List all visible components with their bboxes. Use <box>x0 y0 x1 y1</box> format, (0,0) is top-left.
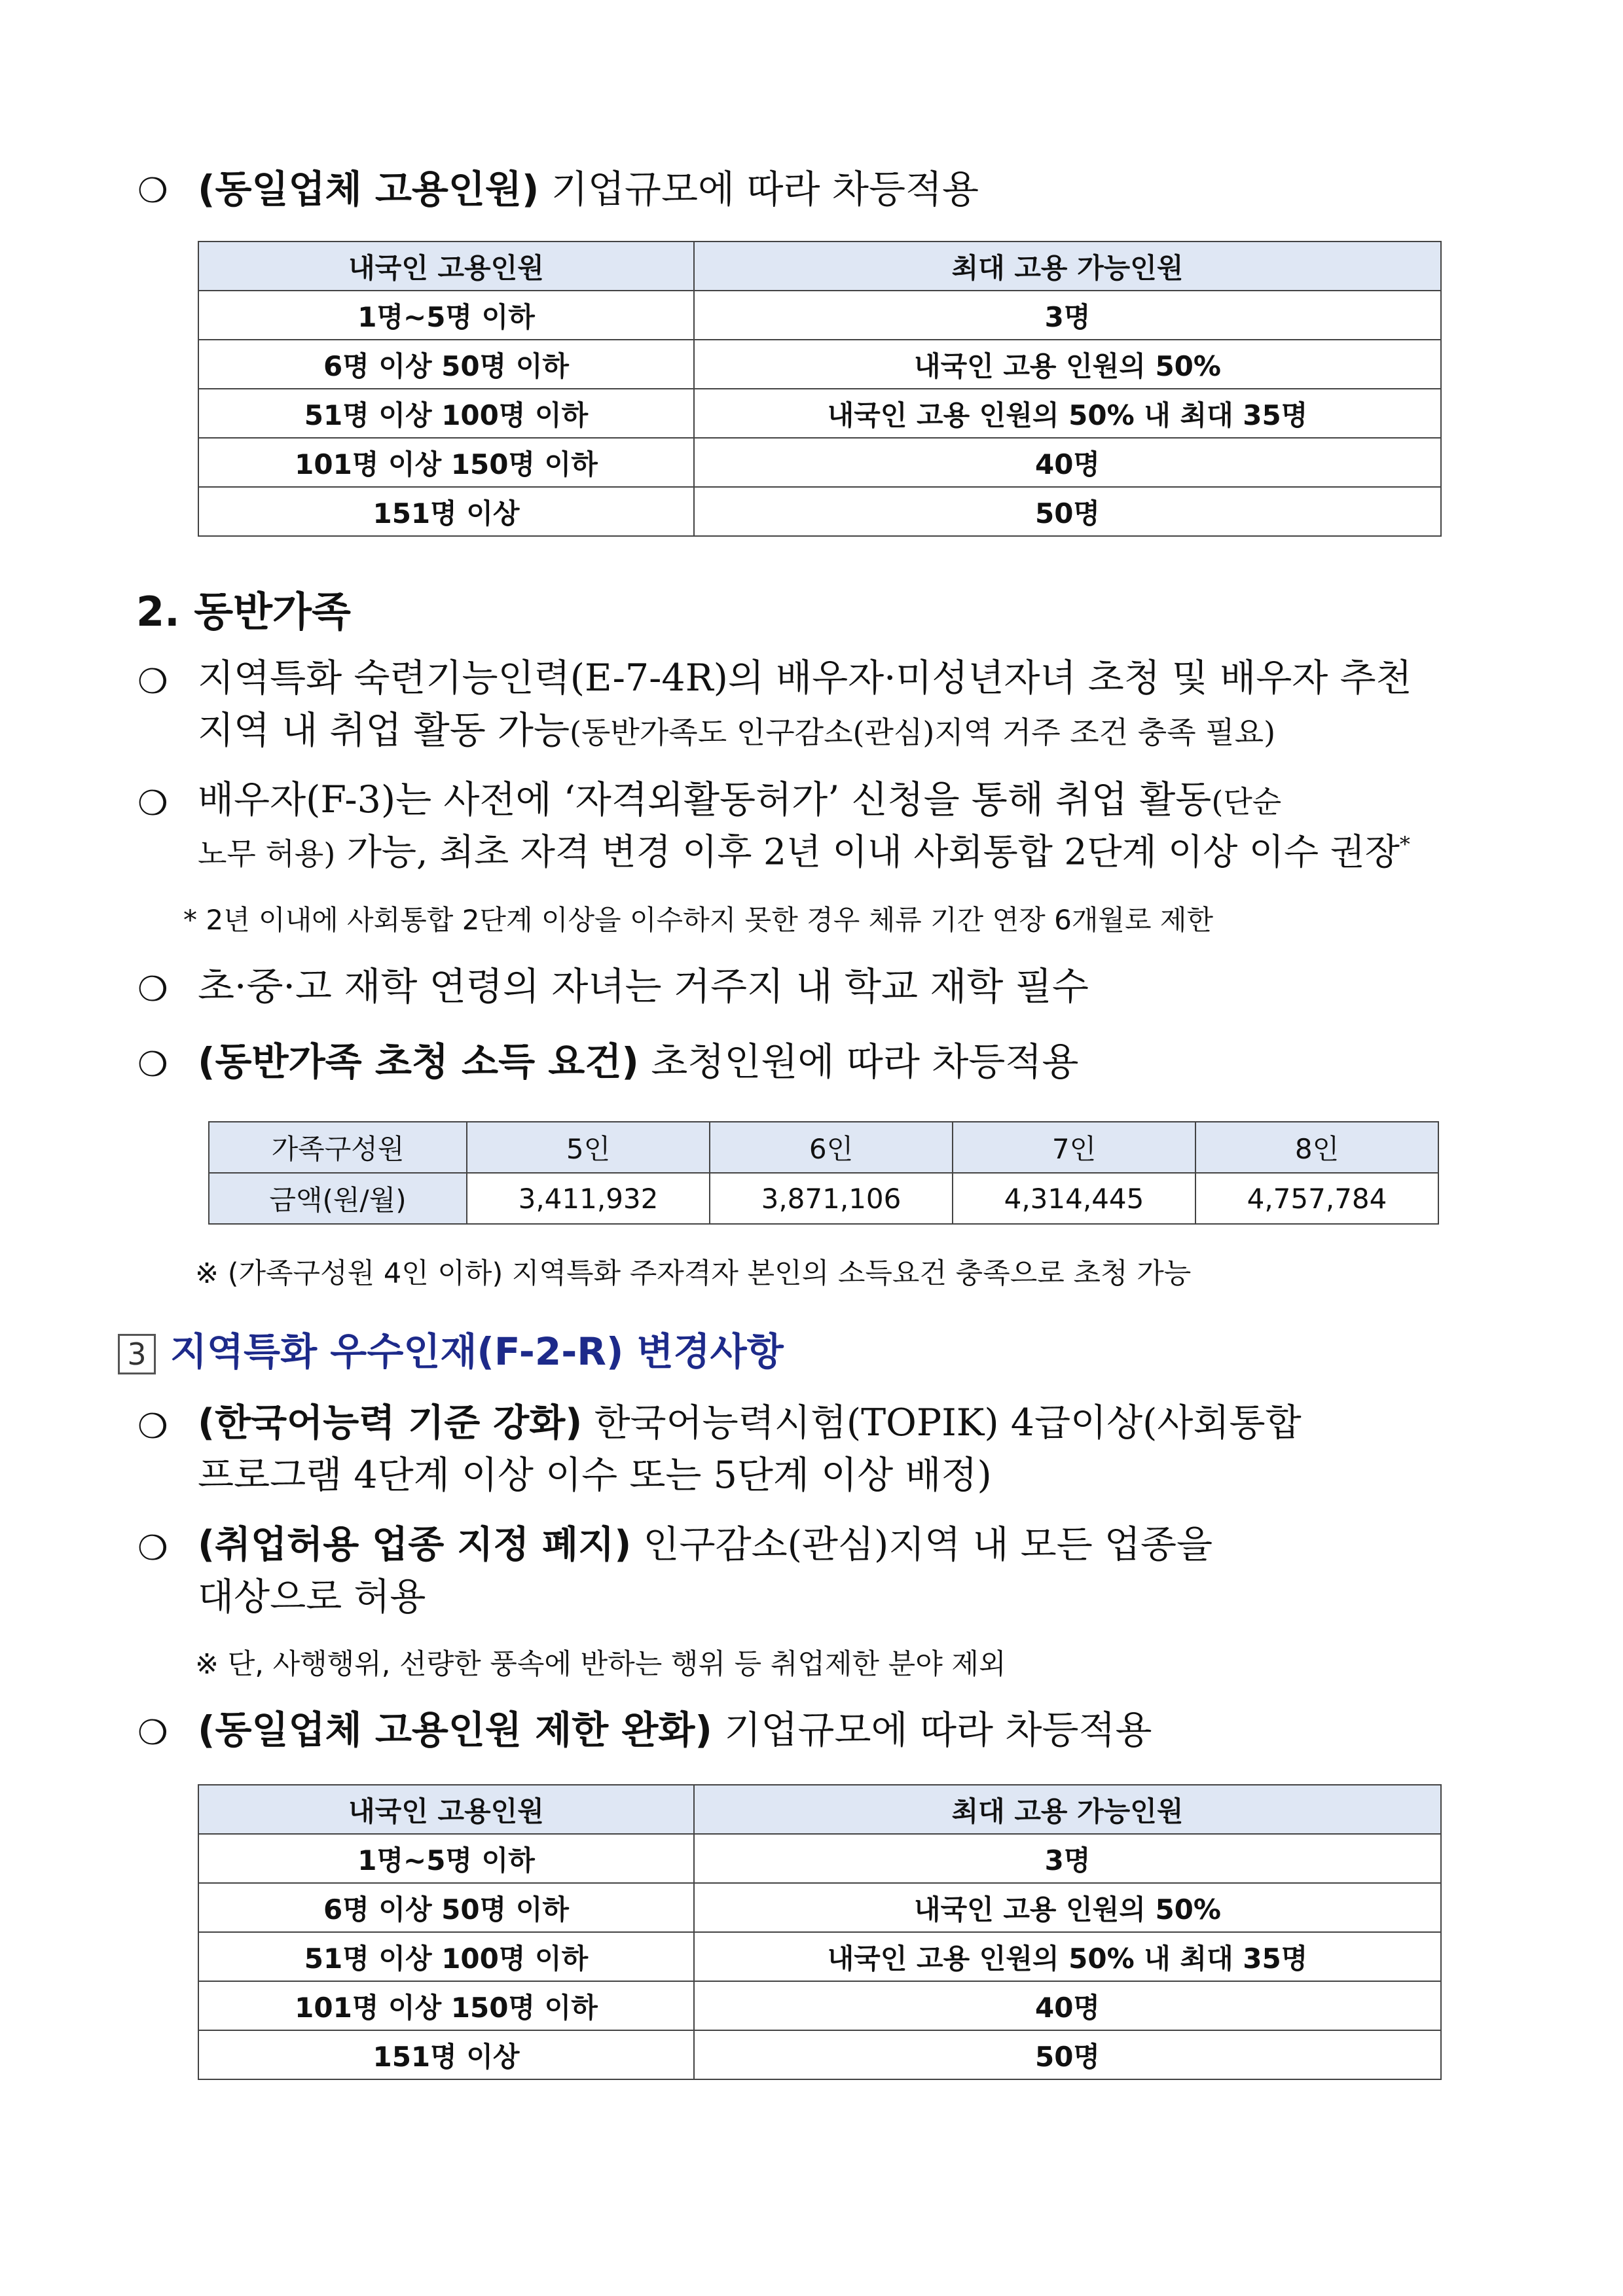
section-number: 3 <box>118 1334 156 1374</box>
bullet-text <box>198 1523 1213 1566</box>
table-row <box>198 438 1441 487</box>
table-header: 내국인 고용인원 <box>198 1785 694 1834</box>
table-cell: 내국인 고용 인원의 50% 내 최대 35명 <box>694 1932 1441 1981</box>
table-header: 최대 고용 가능인원 <box>694 242 1441 291</box>
table-row <box>198 291 1441 340</box>
table-cell: 내국인 고용 인원의 50% <box>694 1883 1441 1932</box>
table-cell: 101명 이상 150명 이하 <box>198 1981 694 2030</box>
bullet-text-paren: (동반가족도 인구감소(관심)지역 거주 조건 충족 필요) <box>570 715 1276 750</box>
table-row <box>198 1883 1441 1932</box>
bullet-tail: 기업규모에 따라 차등적용 <box>712 1708 1152 1752</box>
bullet-text: 초·중·고 재학 연령의 자녀는 거주지 내 학교 재학 필수 <box>198 964 1089 1009</box>
bullet-text <box>198 1401 1302 1444</box>
table-header: 5인 <box>467 1122 710 1173</box>
table-cell: 151명 이상 <box>198 2030 694 2079</box>
bullet-icon: ❍ <box>137 970 168 1009</box>
table-cell: 151명 이상 <box>198 487 694 536</box>
bullet-icon: ❍ <box>137 1529 168 1568</box>
table-cell: 내국인 고용 인원의 50% 내 최대 35명 <box>694 389 1441 438</box>
table-cell: 51명 이상 100명 이하 <box>198 1932 694 1981</box>
table-row <box>198 1981 1441 2030</box>
table-row <box>198 389 1441 438</box>
table-cell: 4,314,445 <box>953 1173 1195 1224</box>
table-header: 내국인 고용인원 <box>198 242 694 291</box>
employment-table-1 <box>198 241 1442 537</box>
bullet-text <box>198 1708 1152 1752</box>
bullet-tail: 인구감소(관심)지역 내 모든 업종을 <box>631 1523 1213 1566</box>
bullet-tail: 초청인원에 따라 차등적용 <box>638 1039 1079 1084</box>
table-row <box>198 487 1441 536</box>
note: ※ 단, 사행행위, 선량한 풍속에 반하는 행위 등 취업제한 분야 제외 <box>195 1648 1006 1681</box>
bullet-icon: ❍ <box>137 1713 168 1753</box>
table-cell: 금액(원/월) <box>209 1173 467 1224</box>
note: ※ (가족구성원 4인 이하) 지역특화 주자격자 본인의 소득요건 충족으로 초청 가능 <box>195 1257 1192 1290</box>
table-row <box>198 1932 1441 1981</box>
bullet-icon: ❍ <box>137 784 168 823</box>
table-cell: 4,757,784 <box>1195 1173 1438 1224</box>
table-row <box>198 2030 1441 2079</box>
table-header: 최대 고용 가능인원 <box>694 1785 1441 1834</box>
bullet-icon: ❍ <box>137 1045 168 1085</box>
table-cell: 내국인 고용 인원의 50% <box>694 340 1441 389</box>
table-cell: 6명 이상 50명 이하 <box>198 340 694 389</box>
table-cell: 3명 <box>694 1834 1441 1883</box>
bullet-icon: ❍ <box>137 662 168 702</box>
table-header-row <box>198 242 1441 291</box>
bullet-icon: ❍ <box>137 1407 168 1446</box>
bullet-text-main: 지역 내 취업 활동 가능 <box>198 709 570 752</box>
table-header: 7인 <box>953 1122 1195 1173</box>
employment-table-2 <box>198 1784 1442 2080</box>
table-header-row <box>198 1785 1441 1834</box>
bullet-text-continued <box>198 709 1276 752</box>
bullet-text: 지역특화 숙련기능인력(E-7-4R)의 배우자·미성년자녀 초청 및 배우자 추천 <box>198 656 1412 700</box>
table-row <box>198 340 1441 389</box>
table-header-row <box>209 1122 1438 1173</box>
bullet-text <box>198 1039 1079 1084</box>
bullet-text-main: 가능, 최초 자격 변경 이후 2년 이내 사회통합 2단계 이상 이수 권장 <box>335 831 1400 873</box>
table-row <box>209 1173 1438 1224</box>
section-heading: 2. 동반가족 <box>136 588 351 636</box>
bullet-text-paren: (단순 <box>1211 784 1282 819</box>
table-cell: 50명 <box>694 487 1441 536</box>
table-cell: 51명 이상 100명 이하 <box>198 389 694 438</box>
table-header: 가족구성원 <box>209 1122 467 1173</box>
bullet-head: (동일업체 고용인원) <box>198 167 539 211</box>
table-cell: 3,871,106 <box>710 1173 953 1224</box>
bullet-text <box>198 167 979 211</box>
bullet-head: (동반가족 초청 소득 요건) <box>198 1039 639 1084</box>
table-cell: 3명 <box>694 291 1441 340</box>
bullet-text-main: 배우자(F-3)는 사전에 ‘자격외활동허가’ 신청을 통해 취업 활동 <box>198 778 1212 821</box>
bullet-tail: 한국어능력시험(TOPIK) 4급이상(사회통합 <box>582 1401 1302 1444</box>
table-cell: 1명~5명 이하 <box>198 291 694 340</box>
table-cell: 6명 이상 50명 이하 <box>198 1883 694 1932</box>
bullet-text-continued <box>198 831 1410 873</box>
income-table <box>208 1121 1439 1225</box>
table-header: 8인 <box>1195 1122 1438 1173</box>
bullet-tail: 기업규모에 따라 차등적용 <box>539 167 979 211</box>
table-cell: 3,411,932 <box>467 1173 710 1224</box>
bullet-head: (취업허용 업종 지정 폐지) <box>198 1523 632 1566</box>
footnote: * 2년 이내에 사회통합 2단계 이상을 이수하지 못한 경우 체류 기간 연장 6개월로 제한 <box>183 904 1214 936</box>
bullet-icon: ❍ <box>137 171 168 211</box>
bullet-text-continued: 대상으로 허용 <box>198 1575 426 1619</box>
table-cell: 101명 이상 150명 이하 <box>198 438 694 487</box>
bullet-head: (한국어능력 기준 강화) <box>198 1401 583 1444</box>
bullet-text <box>198 778 1282 821</box>
bullet-head: (동일업체 고용인원 제한 완화) <box>198 1708 712 1752</box>
table-row <box>198 1834 1441 1883</box>
section-heading <box>118 1321 784 1376</box>
table-cell: 1명~5명 이하 <box>198 1834 694 1883</box>
section-title: 지역특화 우수인재(F-2-R) 변경사항 <box>170 1329 784 1374</box>
bullet-text-continued: 프로그램 4단계 이상 이수 또는 5단계 이상 배정) <box>198 1454 992 1497</box>
table-cell: 40명 <box>694 438 1441 487</box>
table-cell: 40명 <box>694 1981 1441 2030</box>
footnote-marker: * <box>1399 832 1410 857</box>
table-header: 6인 <box>710 1122 953 1173</box>
bullet-text-paren: 노무 허용) <box>198 836 336 872</box>
table-cell: 50명 <box>694 2030 1441 2079</box>
